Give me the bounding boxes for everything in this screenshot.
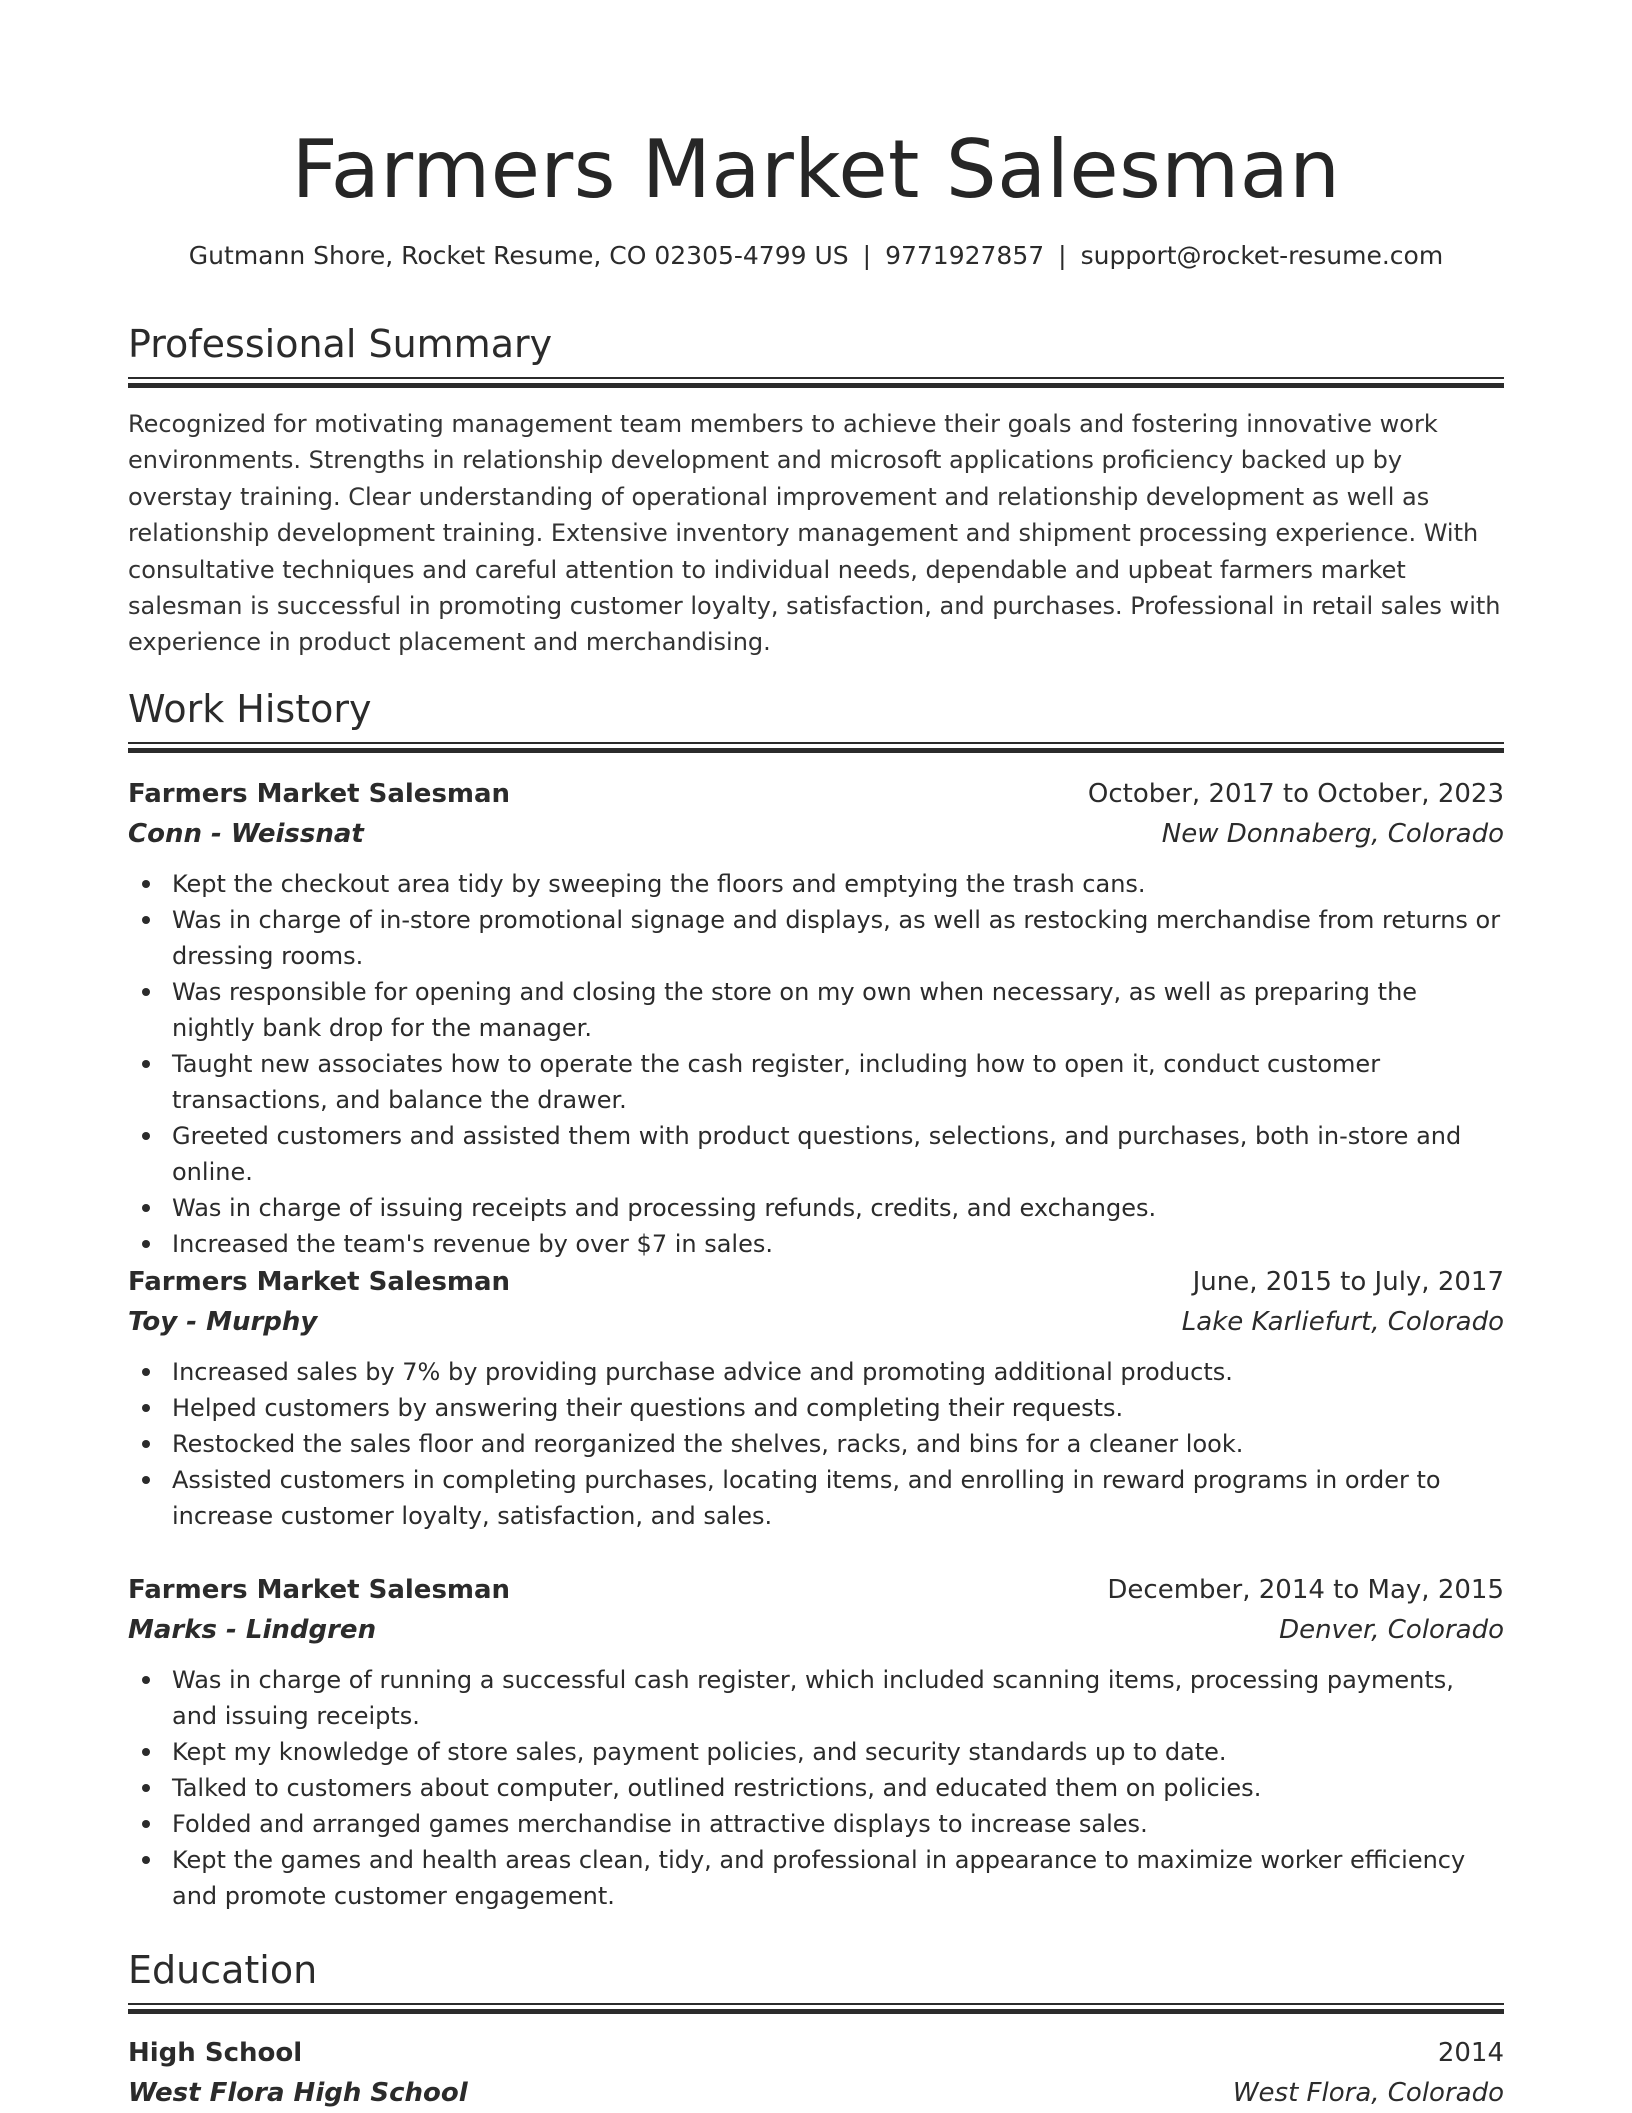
list-item: Increased sales by 7% by providing purchase advice and promoting additional products.: [172, 1354, 1504, 1390]
list-item: Taught new associates how to operate the cash register, including how to open it, conduct customer transactions, and balance the drawer.: [172, 1046, 1504, 1118]
job-dates: June, 2015 to July, 2017: [1192, 1267, 1504, 1297]
list-item: Was in charge of in-store promotional signage and displays, as well as restocking merchandise from returns or dressing rooms.: [172, 902, 1504, 974]
list-item: Talked to customers about computer, outlined restrictions, and educated them on policies.: [172, 1770, 1504, 1806]
list-item: Assisted customers in completing purchases, locating items, and enrolling in reward programs in order to increase customer loyalty, satisfaction, and sales.: [172, 1462, 1504, 1534]
job-bullets: [128, 866, 1504, 1262]
list-item: Kept the games and health areas clean, tidy, and professional in appearance to maximize worker efficiency and promote customer engagement.: [172, 1842, 1504, 1914]
job-location: Lake Karliefurt, Colorado: [1181, 1307, 1504, 1337]
section-divider: [128, 2003, 1504, 2013]
section-divider: [128, 742, 1504, 752]
list-item: Helped customers by answering their questions and completing their requests.: [172, 1390, 1504, 1426]
job-employer: Toy - Murphy: [128, 1307, 318, 1337]
education-school: West Flora High School: [128, 2078, 468, 2108]
job-entry: [128, 774, 1504, 1262]
section-title-work-history: Work History: [128, 687, 372, 731]
job-title: Farmers Market Salesman: [128, 1575, 511, 1605]
list-item: Restocked the sales floor and reorganized the shelves, racks, and bins for a cleaner look.: [172, 1426, 1504, 1462]
contact-separator: |: [862, 241, 872, 270]
section-divider: [128, 377, 1504, 387]
list-item: Was in charge of running a successful cash register, which included scanning items, processing payments, and issuing receipts.: [172, 1662, 1504, 1734]
section-title-education: Education: [128, 1948, 318, 1992]
job-employer: Marks - Lindgren: [128, 1615, 377, 1645]
section-title-summary: Professional Summary: [128, 322, 553, 366]
list-item: Kept the checkout area tidy by sweeping the floors and emptying the trash cans.: [172, 866, 1504, 902]
job-dates: October, 2017 to October, 2023: [1087, 779, 1504, 809]
contact-phone: 9771927857: [885, 241, 1045, 270]
job-bullets: [128, 1662, 1504, 1914]
education-location: West Flora, Colorado: [1232, 2078, 1504, 2108]
contact-line: [128, 237, 1504, 275]
education-degree: High School: [128, 2038, 303, 2068]
list-item: Greeted customers and assisted them with product questions, selections, and purchases, both in-store and online.: [172, 1118, 1504, 1190]
education-year: 2014: [1437, 2038, 1504, 2068]
list-item: Increased the team's revenue by over $7 in sales.: [172, 1226, 1504, 1262]
job-title: Farmers Market Salesman: [128, 779, 511, 809]
job-bullets: [128, 1354, 1504, 1534]
contact-email[interactable]: support@rocket-resume.com: [1080, 241, 1444, 270]
job-employer: Conn - Weissnat: [128, 819, 364, 849]
job-entry: [128, 1570, 1504, 1914]
list-item: Folded and arranged games merchandise in attractive displays to increase sales.: [172, 1806, 1504, 1842]
list-item: Was responsible for opening and closing the store on my own when necessary, as well as preparing the nightly bank drop for the manager.: [172, 974, 1504, 1046]
job-dates: December, 2014 to May, 2015: [1107, 1575, 1504, 1605]
list-item: Was in charge of issuing receipts and processing refunds, credits, and exchanges.: [172, 1190, 1504, 1226]
list-item: Kept my knowledge of store sales, payment policies, and security standards up to date.: [172, 1734, 1504, 1770]
candidate-name: Farmers Market Salesman: [291, 123, 1341, 216]
job-entry: [128, 1262, 1504, 1534]
job-location: Denver, Colorado: [1279, 1615, 1504, 1645]
contact-separator: |: [1058, 241, 1067, 270]
summary-text: Recognized for motivating management team members to achieve their goals and fostering innovative work environments. Strengths in relationship development and microsoft applications proficiency backed up by overstay training. Clear understanding of operational improvement and relationship development as well as relationship development training. Extensive inventory management and shipment processing experience. With consultative techniques and careful attention to individual needs, dependable and upbeat farmers market salesman is successful in promoting customer loyalty, satisfaction, and purchases. Professional in retail sales with experience in product placement and merchandising.: [128, 410, 1501, 657]
contact-address: Gutmann Shore, Rocket Resume, CO 02305-4799 US: [188, 241, 849, 270]
job-location: New Donnaberg, Colorado: [1161, 819, 1504, 849]
education-entry: [128, 2033, 1504, 2113]
job-title: Farmers Market Salesman: [128, 1267, 511, 1297]
